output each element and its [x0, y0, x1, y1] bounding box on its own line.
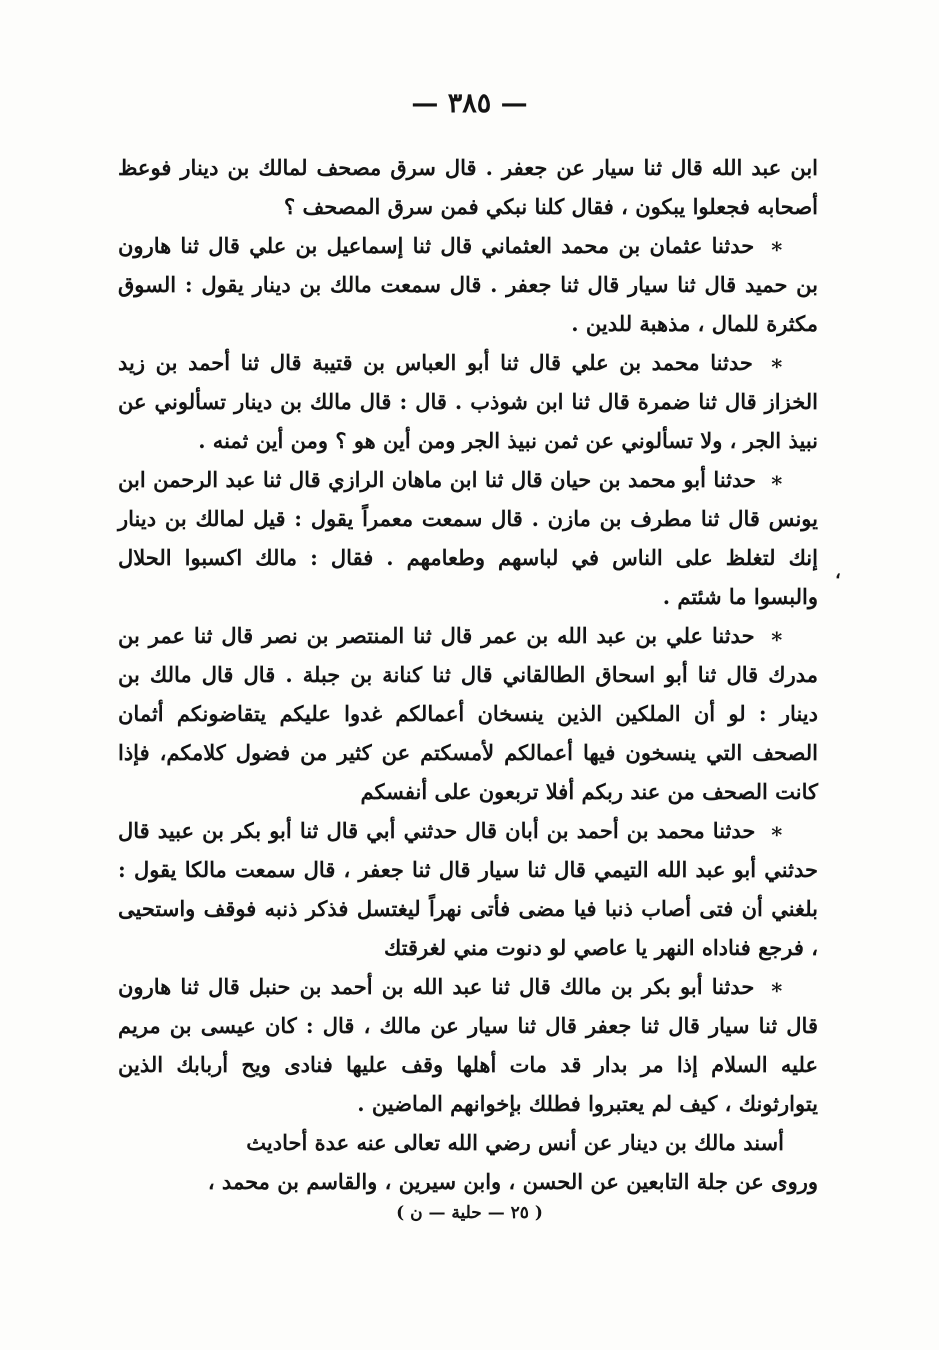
paragraph [118, 1123, 818, 1162]
page-number: — ٣٨٥ — [411, 88, 528, 119]
hadith-marker: ∗ [769, 350, 784, 375]
paragraph [118, 967, 818, 1123]
paragraph [118, 148, 818, 226]
paragraph [118, 811, 818, 967]
paragraph [118, 343, 818, 460]
paragraph [118, 1162, 818, 1201]
margin-mark: ، [835, 562, 841, 583]
paragraph-text: حدثنا أبو محمد بن حيان قال ثنا ابن ماهان الرازي قال ثنا عبد الرحمن ابن يونس قال ثنا مطرف بن مازن . قال سمعت معمراً يقول : قيل لمالك بن دينار إنك لتغلظ على الناس في لباسهم وطعامهم . فقال : مالك اكسبوا الحلال والبسوا ما شئتم . [118, 467, 818, 609]
footer-signature: ( ٢٥ — حلية — ن ) [396, 1203, 543, 1223]
paragraph-text: حدثنا أبو بكر بن مالك قال ثنا عبد الله بن أحمد بن حنبل قال ثنا هارون قال ثنا سيار قال ثنا جعفر قال ثنا سيار عن مالك ، قال : كان عيسى بن مريم عليه السلام إذا مر بدار قد مات أهلها وقف عليها فنادى ويح أربابك الذين يتوارثونك ، كيف لم يعتبروا فطلك بإخوانهم الماضين . [118, 974, 818, 1116]
hadith-marker: ∗ [769, 233, 784, 258]
hadith-marker: ∗ [769, 974, 784, 999]
paragraph-text: وروى عن جلة التابعين عن الحسن ، وابن سيرين ، والقاسم بن محمد ، [207, 1169, 818, 1194]
paragraph-text: ابن عبد الله قال ثنا سيار عن جعفر . قال سرق مصحف لمالك بن دينار فوعظ أصحابه فجعلوا يبكون ، فقال كلنا نبكي فمن سرق المصحف ؟ [118, 155, 818, 219]
page-body [118, 148, 818, 1201]
paragraph [118, 226, 818, 343]
paragraph-text: حدثنا علي بن عبد الله بن عمر قال ثنا المنتصر بن نصر قال ثنا عمر بن مدرك قال ثنا أبو اسحاق الطالقاني قال ثنا كنانة بن جبلة . قال قال مالك بن دينار : لو أن الملكين الذين ينسخان أعمالكم غدوا عليكم يتقاضونكم أثمان الصحف التي ينسخون فيها أعمالكم لأمسكتم عن كثير من فضول كلامكم، فإذا كانت الصحف من عند ربكم أفلا تربعون على أنفسكم [118, 623, 818, 804]
hadith-marker: ∗ [769, 467, 784, 492]
paragraph-text: حدثنا عثمان بن محمد العثماني قال ثنا إسماعيل بن علي قال ثنا هارون بن حميد قال ثنا سيار قال ثنا جعفر . قال سمعت مالك بن دينار يقول : السوق مكثرة للمال ، مذهبة للدين . [118, 233, 818, 336]
paragraph-text: حدثنا محمد بن أحمد بن أبان قال حدثني أبي قال ثنا أبو بكر بن عبيد قال حدثني أبو عبد الله التيمي قال ثنا سيار قال ثنا جعفر ، قال سمعت مالكا يقول : بلغني أن فتى أصاب ذنبا فيا مضى فأتى نهراً ليغتسل فذكر ذنبه فوقف واستحيى ، فرجع فناداه النهر يا عاصي لو دنوت مني لغرقتك [118, 818, 818, 960]
paragraph [118, 460, 818, 616]
paragraph-text: حدثنا محمد بن علي قال ثنا أبو العباس بن قتيبة قال ثنا أحمد بن زيد الخزاز قال ثنا ضمرة قال ثنا ابن شوذب . قال : قال مالك بن دينار تسألوني عن نبيذ الجر ، ولا تسألوني عن ثمن نبيذ الجر ومن أين هو ؟ ومن أين ثمنه . [118, 350, 818, 453]
paragraph [118, 616, 818, 811]
paragraph-text: أسند مالك بن دينار عن أنس رضي الله تعالى عنه عدة أحاديث [246, 1130, 784, 1155]
hadith-marker: ∗ [769, 623, 784, 648]
hadith-marker: ∗ [769, 818, 784, 843]
